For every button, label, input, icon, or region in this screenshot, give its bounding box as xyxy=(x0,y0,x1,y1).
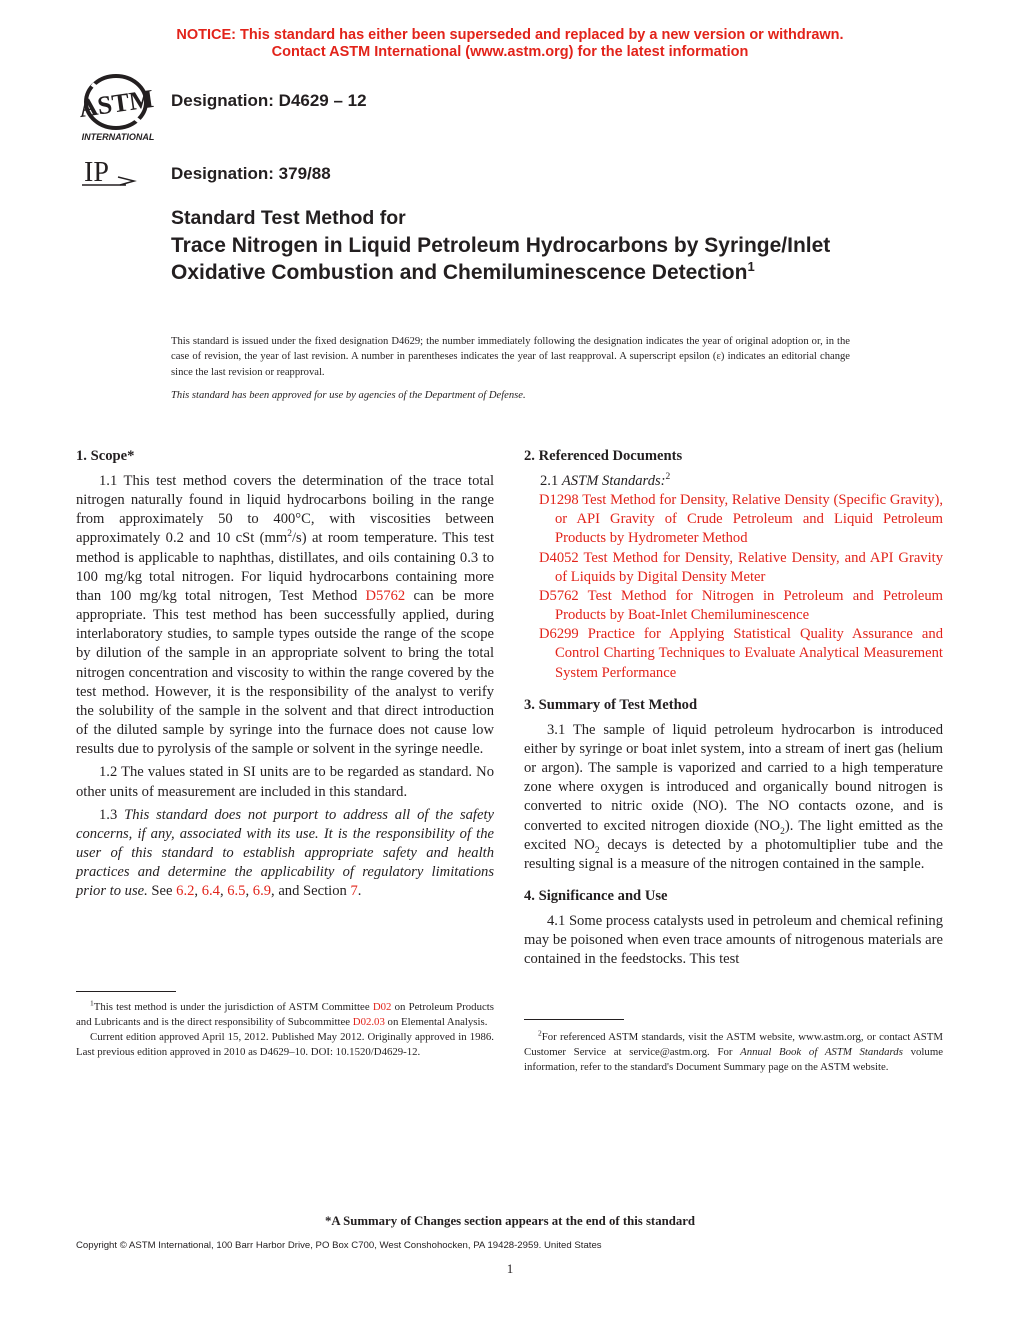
ref-d5762: D5762 Test Method for Nitrogen in Petroleum and Petroleum Products by Boat-Inlet Chemiluminescence xyxy=(539,587,943,624)
withdrawal-notice xyxy=(0,27,1020,61)
ref-d4052: D4052 Test Method for Density, Relative Density, and API Gravity of Liquids by Digital Density Meter xyxy=(539,549,943,585)
footnote-2-mark: 2 xyxy=(538,1028,542,1038)
referenced-heading: 2. Referenced Documents xyxy=(524,448,683,464)
dod-approval: This standard has been approved for use by agencies of the Department of Defense. xyxy=(171,390,526,401)
astm-logo-graphic xyxy=(72,72,162,144)
designation-ip: Designation: 379/88 xyxy=(171,164,331,183)
link-6-4[interactable]: 6.4 xyxy=(201,883,220,900)
copyright-line: Copyright © ASTM International, 100 Barr Harbor Drive, PO Box C700, West Conshohocken, PA 19428-2959. United States xyxy=(76,1240,602,1251)
right-column xyxy=(524,447,943,969)
ip-logo xyxy=(80,155,140,191)
title-main: Trace Nitrogen in Liquid Petroleum Hydrocarbons by Syringe/Inlet Oxidative Combustion and Chemiluminescence Detection xyxy=(171,234,831,284)
ip-logo-graphic xyxy=(80,155,140,191)
link-subcommittee-d02-03[interactable]: D02.03 xyxy=(352,1016,385,1028)
astm-standards-subheading: 2.1 ASTM Standards:$^2$ xyxy=(540,472,671,489)
title-footnote-mark[interactable]: 1 xyxy=(747,259,755,274)
title-line-1: Standard Test Method for xyxy=(171,207,406,229)
notice-line-2: Contact ASTM International (www.astm.org) for the latest information xyxy=(271,44,749,60)
link-6-9[interactable]: 6.9 xyxy=(252,883,272,900)
link-6-2[interactable]: 6.2 xyxy=(176,883,195,900)
preamble: This standard is issued under the fixed designation D4629; the number immediately following the designation indicates the year of original adoption or, in the case of revision, the year of last revision. A number in parentheses indicates the year of last reapproval. A superscript epsilon (ε) indicates an editorial change since the last revision or reapproval. xyxy=(171,336,850,378)
footnote-2: $^2$For referenced ASTM standards, visit the ASTM website, www.astm.org, or contact ASTM Customer Service at service@astm.org. For Annual Book of ASTM Standards volume information, refer to the standard's Document Summary page on the ASTM website. xyxy=(524,1028,944,1073)
summary-para-3-1: 3.1 The sample of liquid petroleum hydrocarbon is introduced either by syringe or boat inlet system, into a stream of inert gas (helium or argon). The sample is vaporized and carried to a high temperature zone where oxygen is introduced and organically bound nitrogen is converted to nitric oxide (NO). The NO contacts ozone, and is converted to excited nitrogen dioxide $(NO_2)$. The light emitted as the excited $NO_2$ decays is detected by a photomultiplier tube and the resulting signal is a measure of the nitrogen contained in the sample. xyxy=(524,721,944,872)
astm-logo-text: ASTM xyxy=(76,83,156,124)
summary-method-heading: 3. Summary of Test Method xyxy=(524,696,698,713)
summary-of-changes-note: *A Summary of Changes section appears at the end of this standard xyxy=(324,1214,696,1228)
link-d4052[interactable]: D4052 xyxy=(539,549,579,566)
astm-logo-subtext: INTERNATIONAL xyxy=(81,132,155,142)
link-d1298[interactable]: D1298 xyxy=(539,492,579,509)
footnote-rule-right xyxy=(524,1019,624,1020)
footnote-1-edition: Current edition approved April 15, 2012. Published May 2012. Originally approved in 1986. Last previous edition approved in 2010 as D4629–10. DOI: 10.1520/D4629-12. xyxy=(76,1031,494,1058)
ref-d1298: D1298 Test Method for Density, Relative Density (Specific Gravity), or API Gravity of Crude Petroleum and Liquid Petroleum Products by Hydrometer Method xyxy=(539,492,943,547)
link-6-5[interactable]: 6.5 xyxy=(227,883,246,900)
ref-d6299: D6299 Practice for Applying Statistical Quality Assurance and Control Charting Techniques to Evaluate Analytical Measurement System Performance xyxy=(539,626,943,681)
document-title xyxy=(171,232,891,286)
scope-heading: 1. Scope* xyxy=(76,448,135,464)
footnote-rule-left xyxy=(76,991,176,992)
astm-logo xyxy=(72,72,162,144)
scope-para-1-1: 1.1 This test method covers the determination of the trace total nitrogen naturally found in liquid hydrocarbons boiling in the range from approximately 50 to 400°C, with viscosities between approximately 0.2 and 10 cSt $(mm^2/s)$ at room temperature. This test method is applicable to naphthas, distillates, and oils containing 0.3 to 100 mg/kg total nitrogen. For liquid hydrocarbons containing more than 100 mg/kg total nitrogen, Test Method D5762 can be more appropriate. This test method has been successfully applied, during interlaboratory studies, to sample types outside the range of the scope by dilution of the sample in an appropriate solvent to bring the total nitrogen concentration and viscosity to within the range covered by the test method. However, it is the responsibility of the analyst to verify the solubility of the sample in the solvent and that direct introduction of the diluted sample by syringe into the furnace does not cause low results due to pyrolysis of the sample or solvent in the syringe needle. xyxy=(76,473,495,758)
significance-heading: 4. Significance and Use xyxy=(524,887,668,904)
scope-para-1-3: 1.3 This standard does not purport to address all of the safety concerns, if any, associated with its use. It is the responsibility of the user of this standard to establish appropriate safety and health practices and determine the applicability of regulatory limitations prior to use. See 6.2, 6.4, 6.5, 6.9, and Section 7. xyxy=(76,806,494,900)
designation-astm: Designation: D4629 – 12 xyxy=(171,91,367,110)
link-ref-d5762[interactable]: D5762 xyxy=(539,587,579,604)
link-section-7[interactable]: 7 xyxy=(350,883,358,900)
link-d6299[interactable]: D6299 xyxy=(539,626,579,643)
scope-para-1-2: 1.2 The values stated in SI units are to be regarded as standard. No other units of measurement are included in this standard. xyxy=(76,764,494,800)
page-number: 1 xyxy=(506,1261,514,1276)
link-committee-d02[interactable]: D02 xyxy=(372,1001,392,1013)
link-d5762[interactable]: D5762 xyxy=(365,587,406,604)
left-column xyxy=(76,447,494,901)
footnote-1-mark: 1 xyxy=(90,998,94,1008)
significance-para-4-1: 4.1 Some process catalysts used in petroleum and chemical refining may be poisoned when even trace amounts of nitrogenous materials are contained in the feedstocks. This test xyxy=(524,912,943,968)
ip-logo-text: IP xyxy=(84,157,109,188)
notice-line-1: NOTICE: This standard has either been superseded and replaced by a new version or withdrawn. xyxy=(176,27,844,43)
footnote-1: $^1$This test method is under the jurisdiction of ASTM Committee D02 on Petroleum Products and Lubricants and is the direct responsibility of Subcommittee D02.03 on Elemental Analysis. Current edition approved April 15, 2012. Published May 2012. Originally approved in 1986. Last previous edition approved in 2010 as D4629–10. DOI: 10.1520/D4629-12. xyxy=(76,998,494,1058)
